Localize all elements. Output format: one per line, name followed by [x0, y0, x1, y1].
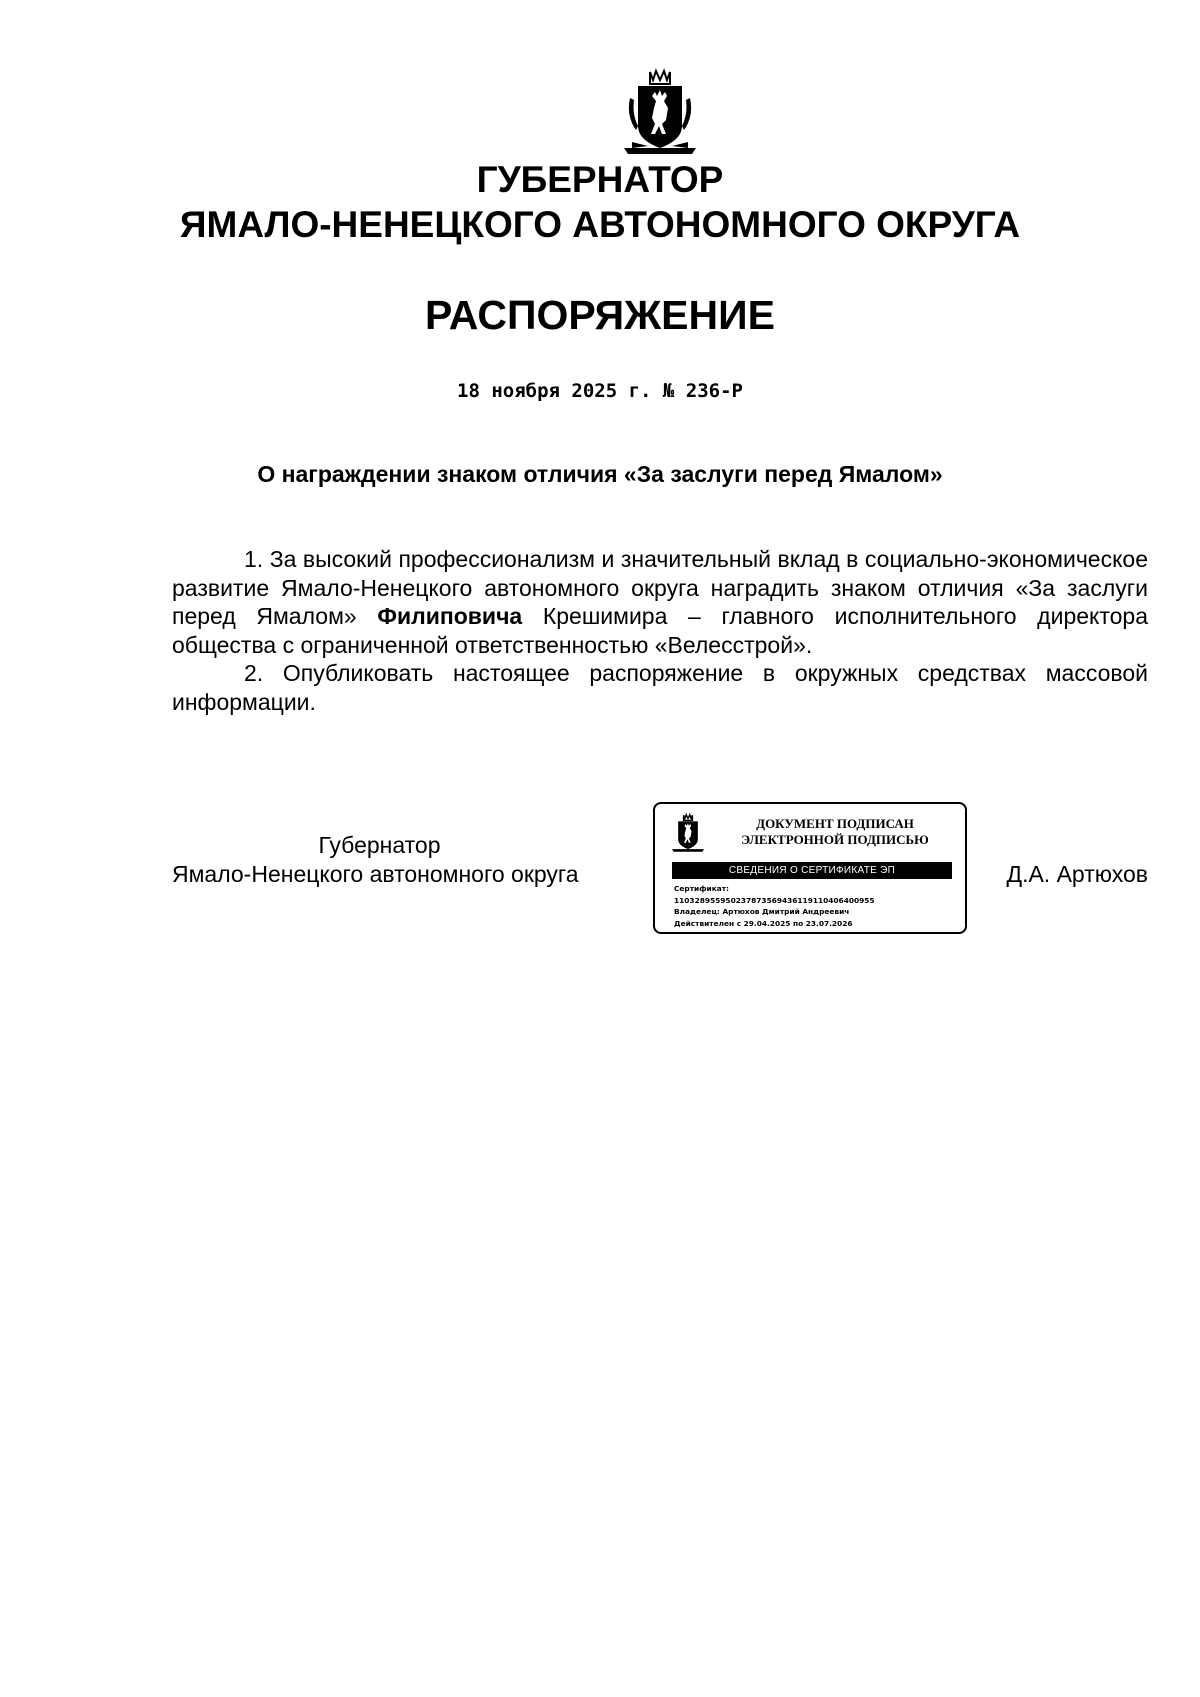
- paragraph-1: [172, 545, 1148, 659]
- authority-title-line1: ГУБЕРНАТОР: [476, 159, 724, 200]
- stamp-heading-line1: ДОКУМЕНТ ПОДПИСАН: [756, 816, 914, 831]
- signatory-title: [172, 831, 642, 889]
- signatory-name: Д.А. Артюхов: [1006, 861, 1148, 887]
- document-date-number: 18 ноября 2025 г. № 236-Р: [457, 380, 743, 402]
- authority-title-line2: ЯМАЛО-НЕНЕЦКОГО АВТОНОМНОГО ОКРУГА: [179, 204, 1021, 245]
- certificate-owner: Владелец: Артюхов Дмитрий Андреевич: [674, 907, 850, 916]
- certificate-details: [674, 883, 964, 929]
- document-subject: О награждении знаком отличия «За заслуги перед Ямалом»: [257, 461, 943, 487]
- certificate-validity: Действителен с 29.04.2025 по 23.07.2026: [674, 918, 853, 928]
- stamp-coat-of-arms-icon: [671, 812, 705, 854]
- certificate-number: 110328955950237873569436119110406400955: [674, 895, 875, 905]
- document-type: РАСПОРЯЖЕНИЕ: [425, 292, 775, 338]
- signatory-title-line2: Ямало-Ненецкого автономного округа: [172, 861, 579, 887]
- awardee-surname: Филиповича: [377, 603, 523, 629]
- stamp-heading: [717, 816, 953, 848]
- paragraph-2: 2. Опубликовать настоящее распоряжение в окружных средствах массовой информации.: [172, 660, 1148, 715]
- paragraph-1-text: 1. За высокий профессионализм и значительный вклад в социально-экономическое развитие Ямало-Ненецкого автономного округа наградить знаком отличия «За заслуги перед Ямалом»: [172, 546, 1148, 629]
- electronic-signature-stamp: [653, 802, 967, 934]
- stamp-heading-line2: ЭЛЕКТРОННОЙ ПОДПИСЬЮ: [741, 832, 929, 847]
- certificate-label: Сертификат:: [674, 884, 729, 893]
- paragraph-1-text-end: Крешимира – главного исполнительного директора общества с ограниченной ответственностью «Велесстрой».: [172, 603, 1148, 658]
- signatory-title-line1: Губернатор: [318, 832, 441, 858]
- document-body: [172, 545, 1148, 716]
- certificate-info-bar: СВЕДЕНИЯ О СЕРТИФИКАТЕ ЭП: [672, 862, 952, 879]
- coat-of-arms-icon: [622, 68, 698, 156]
